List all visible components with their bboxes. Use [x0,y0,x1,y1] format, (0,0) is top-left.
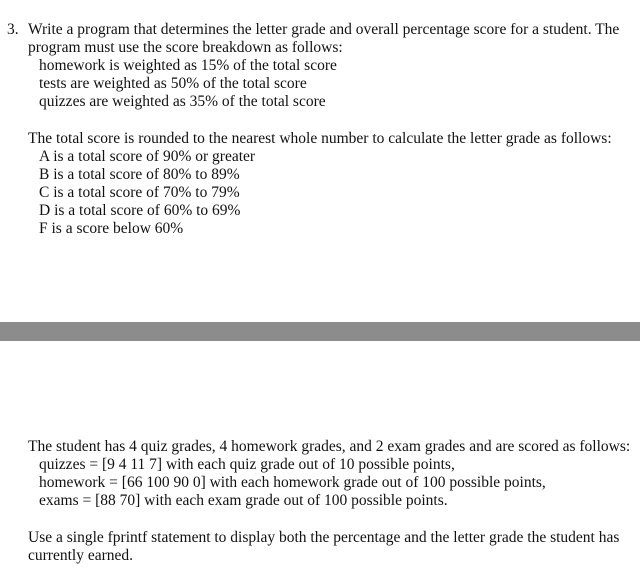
question-intro-line-2: program must use the score breakdown as follows: [28,39,343,56]
weight-homework: homework is weighted as 15% of the total score [39,57,337,74]
score-homework: homework = [66 100 90 0] with each homework grade out of 100 possible points, [39,474,546,491]
weight-quizzes: quizzes are weighted as 35% of the total score [39,93,326,110]
question-intro-line-1: Write a program that determines the letter grade and overall percentage score for a student. The [28,21,620,38]
grade-b: B is a total score of 80% to 89% [39,166,240,183]
instruction-line-2: currently earned. [28,547,133,564]
student-intro: The student has 4 quiz grades, 4 homework grades, and 2 exam grades and are scored as follows: [28,438,631,455]
grade-a: A is a total score of 90% or greater [39,148,256,165]
score-quizzes: quizzes = [9 4 11 7] with each quiz grade out of 10 possible points, [39,456,455,473]
rounding-text: The total score is rounded to the nearest whole number to calculate the letter grade as follows: [28,130,612,147]
weight-tests: tests are weighted as 50% of the total score [39,75,307,92]
section-divider [0,322,640,341]
grade-f: F is a score below 60% [39,220,184,237]
grade-d: D is a total score of 60% to 69% [39,202,241,219]
grade-c: C is a total score of 70% to 79% [39,184,240,201]
instruction-line-1: Use a single fprintf statement to display both the percentage and the letter grade the student has [28,529,620,546]
score-exams: exams = [88 70] with each exam grade out of 100 possible points. [39,492,448,509]
question-number: 3. [7,21,19,38]
